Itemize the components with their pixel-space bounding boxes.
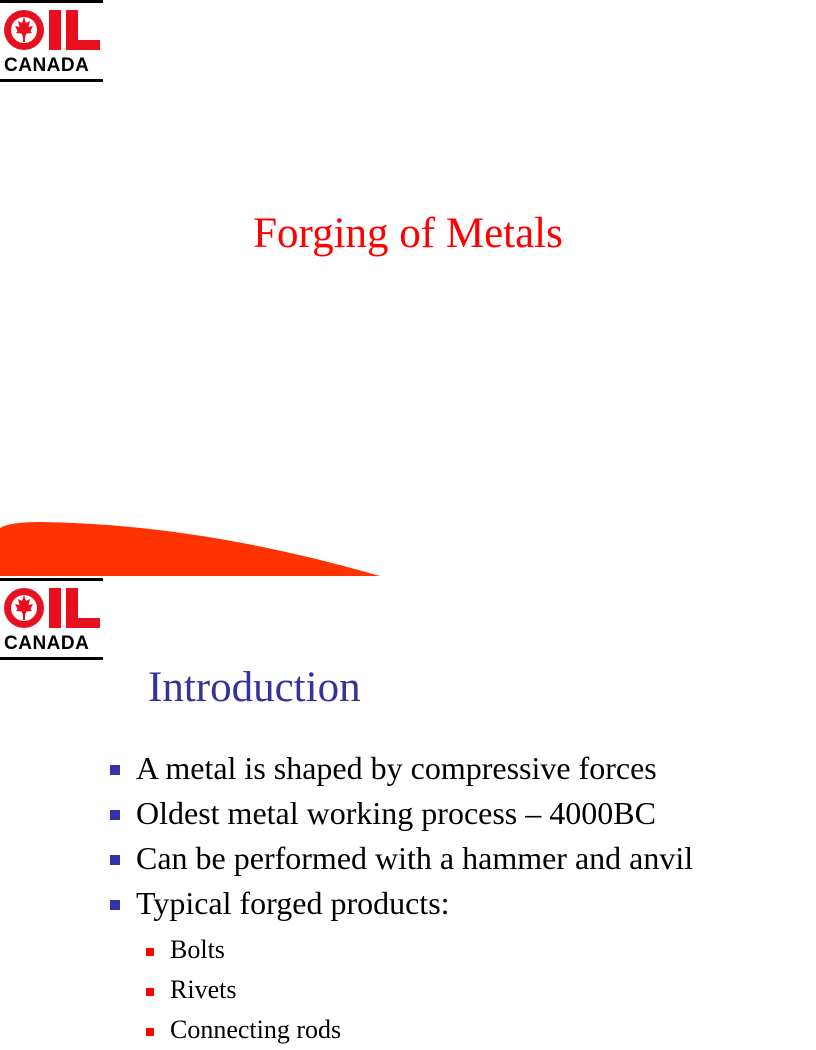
bullet-item: [108, 881, 693, 926]
slide-heading: Introduction: [148, 664, 361, 711]
logo-top-rule: [0, 578, 103, 581]
sub-bullet-item: [146, 970, 341, 1010]
sub-bullet-text: Bolts: [170, 935, 225, 964]
square-bullet-icon: [110, 810, 120, 820]
bullet-item: [108, 746, 693, 791]
oil-canada-logo: [0, 0, 104, 82]
red-square-bullet-icon: [146, 948, 154, 956]
sub-bullet-text: Rivets: [170, 975, 237, 1004]
logo-canada-text: CANADA: [4, 633, 90, 654]
sub-bullet-item: [146, 930, 341, 970]
sub-bullet-text: Connecting rods: [170, 1015, 342, 1044]
square-bullet-icon: [110, 765, 120, 775]
bullet-text: Can be performed with a hammer and anvil: [136, 840, 694, 876]
bullet-list: [108, 746, 693, 926]
bullet-text: Oldest metal working process – 4000BC: [136, 795, 656, 831]
red-square-bullet-icon: [146, 988, 154, 996]
logo-bottom-rule: [0, 79, 103, 82]
slide-title: Forging of Metals: [253, 210, 563, 257]
logo-canada-text: CANADA: [4, 55, 90, 76]
bullet-item: [108, 836, 693, 881]
decorative-swoosh: [0, 518, 400, 576]
sub-bullet-list: [146, 930, 341, 1050]
introduction-slide: [0, 576, 768, 1044]
square-bullet-icon: [110, 855, 120, 865]
bullet-text: A metal is shaped by compressive forces: [136, 750, 657, 786]
logo-bottom-rule: [0, 657, 103, 660]
sub-bullet-item: [146, 1010, 341, 1050]
oil-wordmark-with-maple-leaf-icon: [2, 582, 102, 634]
square-bullet-icon: [110, 900, 120, 910]
logo-top-rule: [0, 0, 103, 3]
red-square-bullet-icon: [146, 1028, 154, 1036]
oil-wordmark-with-maple-leaf-icon: [2, 4, 102, 56]
bullet-text: Typical forged products:: [136, 885, 450, 921]
bullet-item: [108, 791, 693, 836]
oil-canada-logo: [0, 578, 104, 660]
